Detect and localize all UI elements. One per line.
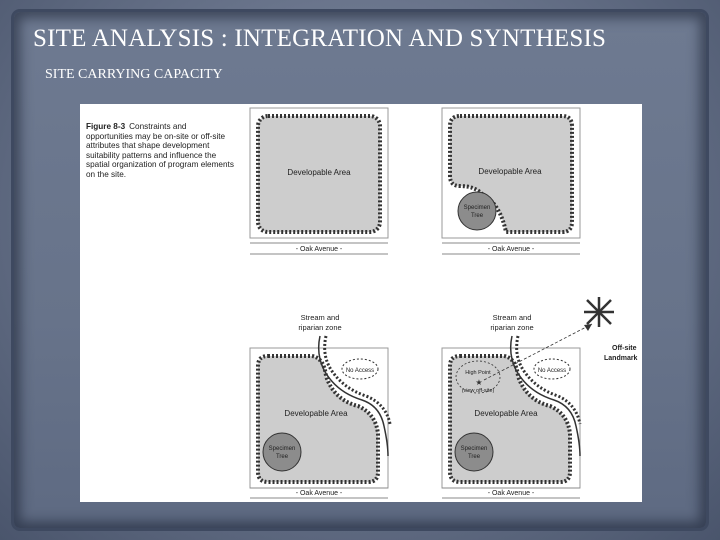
tree-label-line-2: Tree [470,213,484,219]
tree-label-line-2: Tree [275,454,289,460]
off-site-landmark-icon [584,297,614,327]
landmark-label-line-1: Off-site [612,345,637,352]
developable-area-label: Developable Area [287,168,351,177]
high-point-label: High Point [465,370,491,376]
figure-image [80,104,642,502]
stream-label-line-2: riparian zone [490,323,534,332]
figure-label: Figure 8-3 [86,122,126,131]
view-arrowhead-icon [584,324,592,331]
specimen-tree-icon [458,192,496,230]
panel-4 [442,297,638,498]
stream-label-line-1: Stream and [300,313,340,322]
view-label: (view off-site) [461,388,495,394]
high-point-star-icon: ★ [475,378,483,387]
slide-subtitle: SITE CARRYING CAPACITY [45,67,223,82]
street-label: - Oak Avenue - [295,246,343,253]
tree-label-line-1: Specimen [268,446,296,452]
site-diagrams [80,104,642,502]
specimen-tree-icon [263,433,301,471]
street-label: - Oak Avenue - [295,490,343,497]
specimen-tree-icon [455,433,493,471]
no-access-label: No Access [537,368,567,374]
panel-2 [442,108,580,254]
tree-label-line-1: Specimen [463,205,491,211]
street-label: - Oak Avenue - [487,246,535,253]
tree-label-line-1: Specimen [460,446,488,452]
landmark-label-line-2: Landmark [604,355,638,362]
panel-3 [250,313,390,498]
stream-label-line-2: riparian zone [298,323,342,332]
street-label: - Oak Avenue - [487,490,535,497]
figure-caption-text: Constraints and opportunities may be on-site or off-site attributes that shape development suitability patterns and influence the spatial organization of program elements on the site. [86,122,234,179]
tree-label-line-2: Tree [467,454,481,460]
no-access-label: No Access [345,368,375,374]
developable-area-label: Developable Area [474,409,538,418]
stream-label-line-1: Stream and [492,313,532,322]
developable-area-label: Developable Area [284,409,348,418]
panel-1 [250,108,388,254]
slide-title: SITE ANALYSIS : INTEGRATION AND SYNTHESIS [33,25,607,52]
developable-area-label: Developable Area [478,167,542,176]
